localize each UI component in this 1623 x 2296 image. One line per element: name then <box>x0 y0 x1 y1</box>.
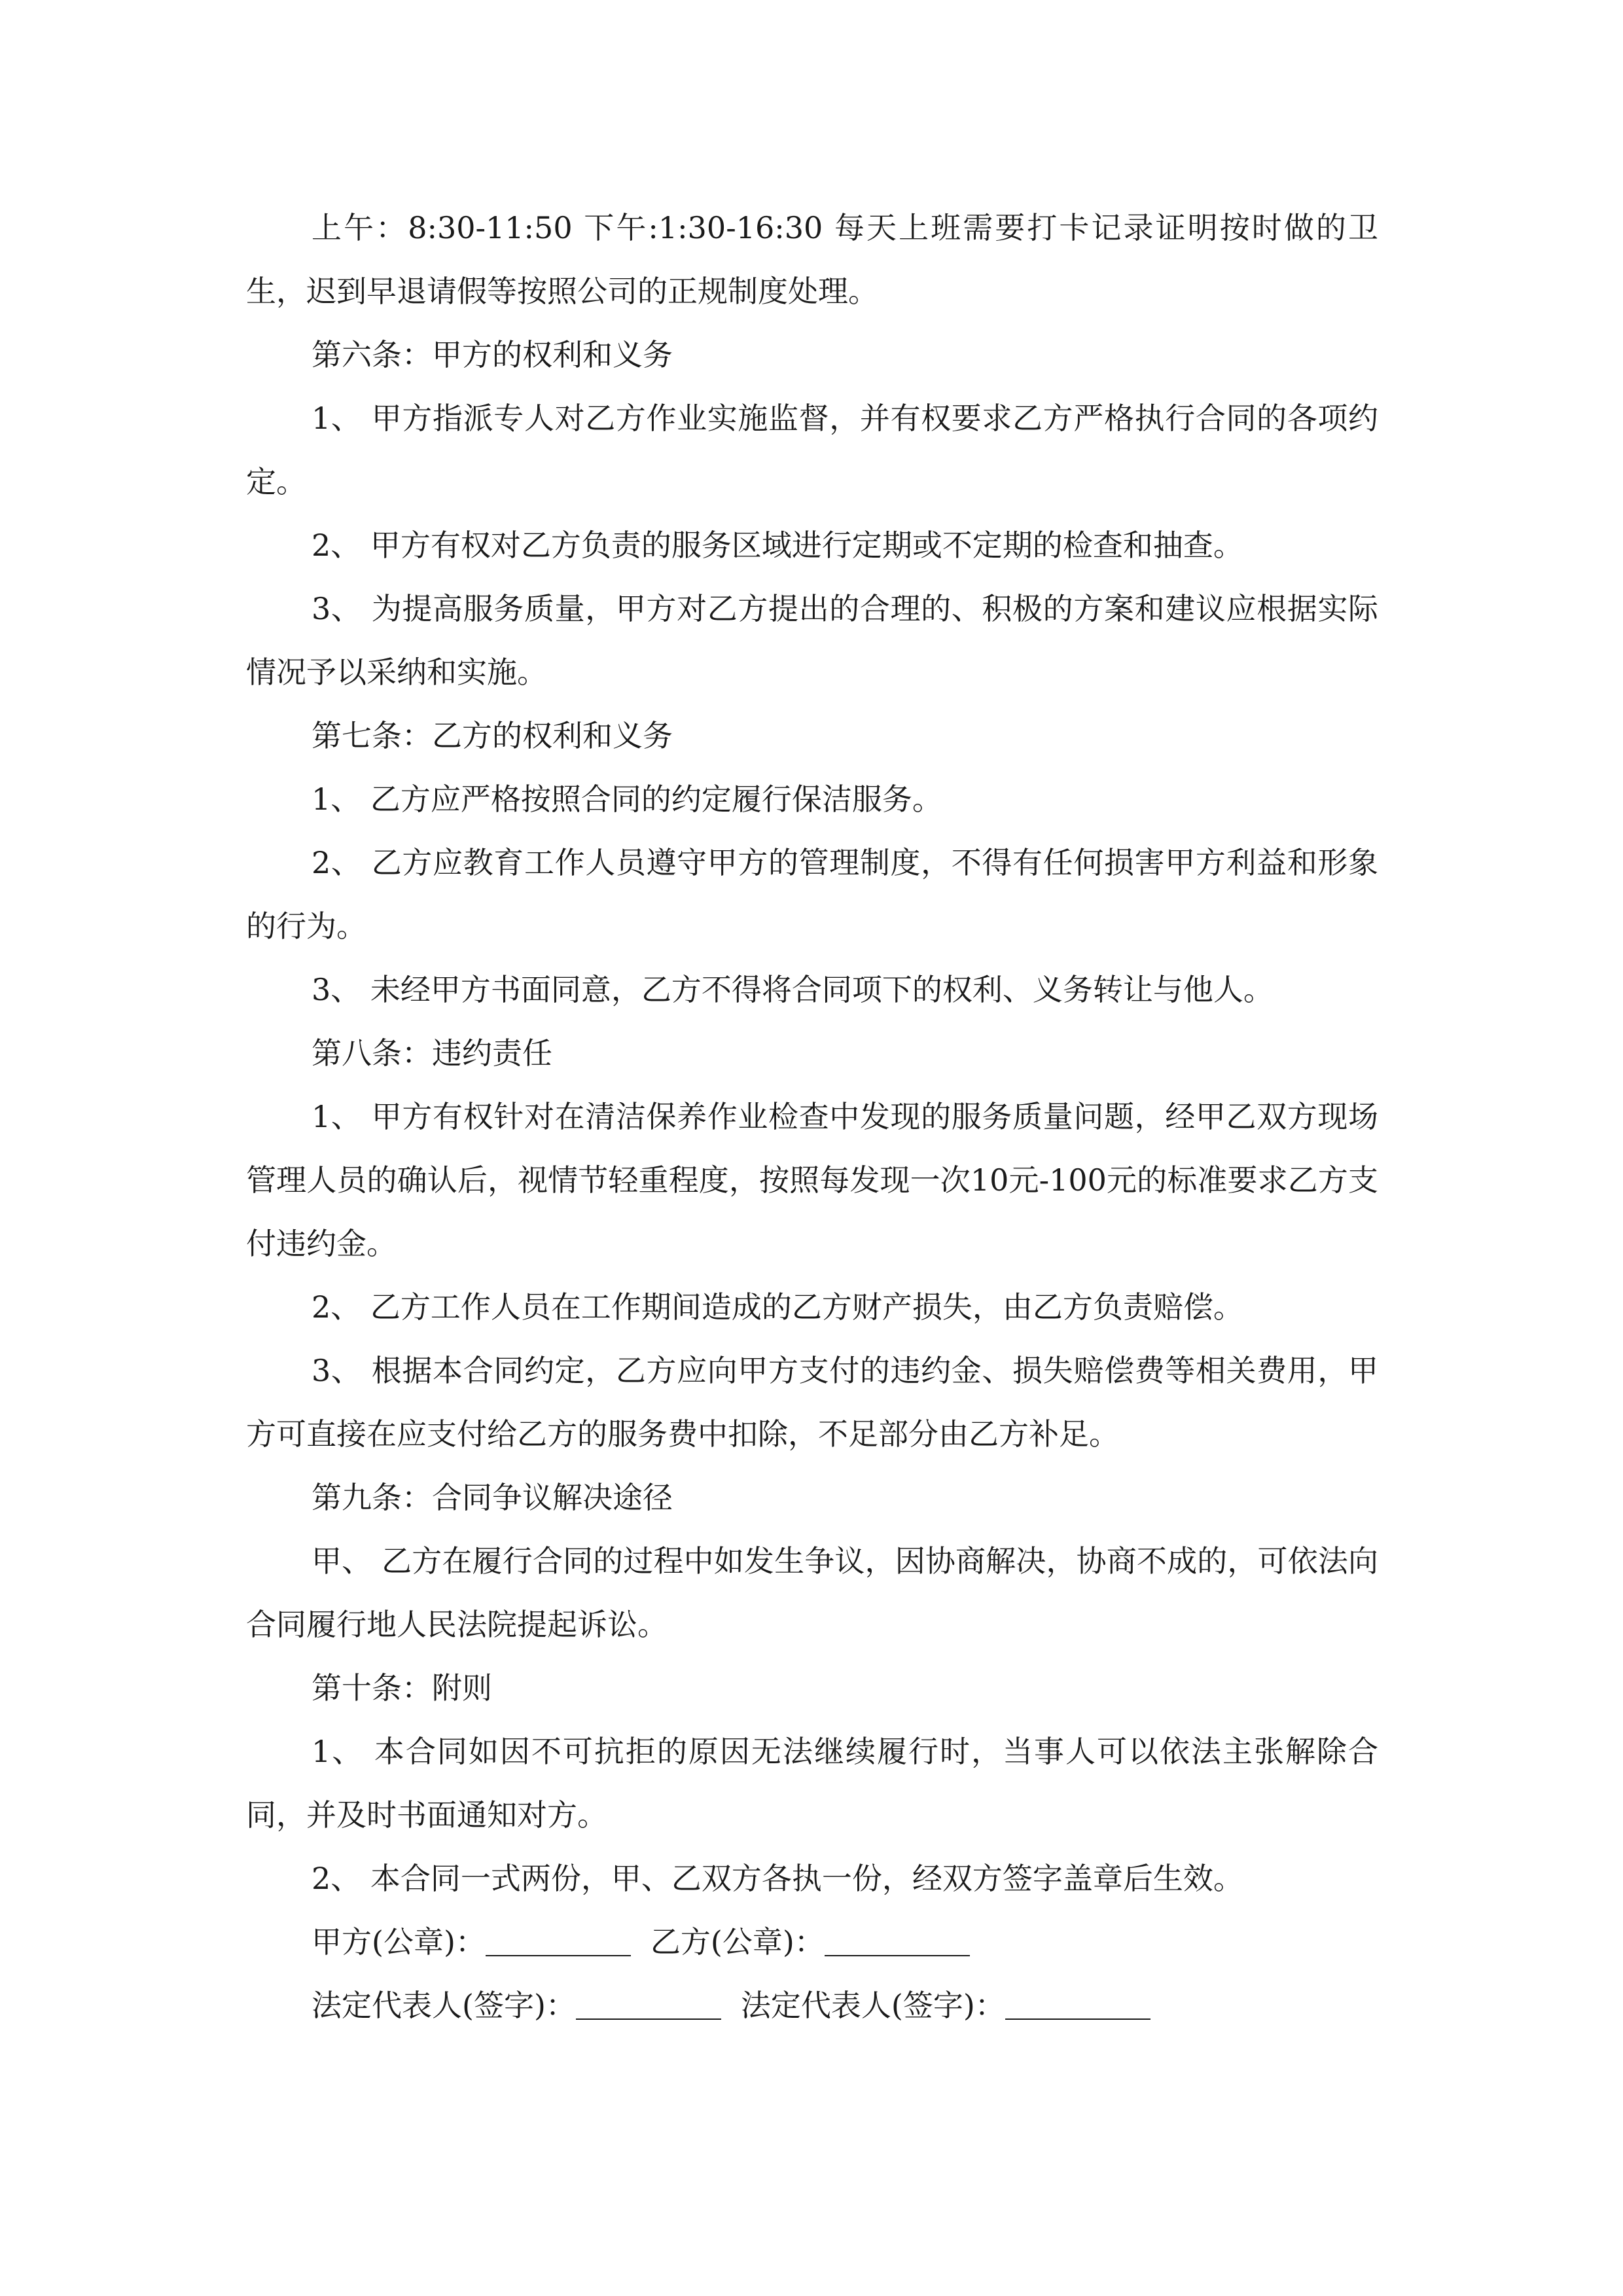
seal-line <box>246 1910 1378 1974</box>
party-a-seal-blank <box>486 1925 631 1956</box>
party-b-seal-blank <box>825 1925 970 1956</box>
article-7-item-2: 2、 乙方应教育工作人员遵守甲方的管理制度，不得有任何损害甲方利益和形象的行为。 <box>246 845 1378 944</box>
work-hours-paragraph: 上午：8:30-11:50 下午:1:30-16:30 每天上班需要打卡记录证明按时做的卫生，迟到早退请假等按照公司的正规制度处理。 <box>246 210 1378 309</box>
article-6-item-2: 2、 甲方有权对乙方负责的服务区域进行定期或不定期的检查和抽查。 <box>312 528 1243 563</box>
article-10-item-2: 2、 本合同一式两份，甲、乙双方各执一份，经双方签字盖章后生效。 <box>312 1861 1243 1896</box>
party-a-rep-blank <box>576 1988 721 2020</box>
article-9-heading: 第九条：合同争议解决途径 <box>312 1480 673 1515</box>
article-8-heading: 第八条：违约责任 <box>312 1035 552 1071</box>
article-7-item-3: 3、 未经甲方书面同意，乙方不得将合同项下的权利、义务转让与他人。 <box>312 972 1274 1007</box>
party-b-seal-label: 乙方(公章)： <box>650 1924 825 1960</box>
party-a-rep-label: 法定代表人(签字)： <box>312 1988 576 2023</box>
representative-line <box>246 1974 1378 2037</box>
article-6-heading: 第六条：甲方的权利和义务 <box>312 337 673 372</box>
article-9-body: 甲、 乙方在履行合同的过程中如发生争议，因协商解决，协商不成的，可依法向合同履行地人民法院提起诉讼。 <box>246 1543 1378 1642</box>
article-10-item-1: 1、 本合同如因不可抗拒的原因无法继续履行时，当事人可以依法主张解除合同，并及时书面通知对方。 <box>246 1734 1378 1833</box>
article-8-item-2: 2、 乙方工作人员在工作期间造成的乙方财产损失，由乙方负责赔偿。 <box>312 1289 1243 1325</box>
article-8-item-3: 3、 根据本合同约定，乙方应向甲方支付的违约金、损失赔偿费等相关费用，甲方可直接在应支付给乙方的服务费中扣除，不足部分由乙方补足。 <box>246 1353 1378 1452</box>
article-10-heading: 第十条：附则 <box>312 1670 492 1706</box>
party-b-rep-label: 法定代表人(签字)： <box>740 1988 1005 2023</box>
party-b-rep-blank <box>1005 1988 1150 2020</box>
article-8-item-1: 1、 甲方有权针对在清洁保养作业检查中发现的服务质量问题，经甲乙双方现场管理人员的确认后，视情节轻重程度，按照每发现一次10元-100元的标准要求乙方支付违约金。 <box>246 1099 1378 1261</box>
party-a-seal-label: 甲方(公章)： <box>312 1924 486 1960</box>
document-page <box>246 196 1378 2037</box>
article-6-item-3: 3、 为提高服务质量，甲方对乙方提出的合理的、积极的方案和建议应根据实际情况予以采纳和实施。 <box>246 591 1378 690</box>
article-6-item-1: 1、 甲方指派专人对乙方作业实施监督，并有权要求乙方严格执行合同的各项约定。 <box>246 401 1378 499</box>
article-7-item-1: 1、 乙方应严格按照合同的约定履行保洁服务。 <box>312 781 942 817</box>
article-7-heading: 第七条：乙方的权利和义务 <box>312 718 673 753</box>
